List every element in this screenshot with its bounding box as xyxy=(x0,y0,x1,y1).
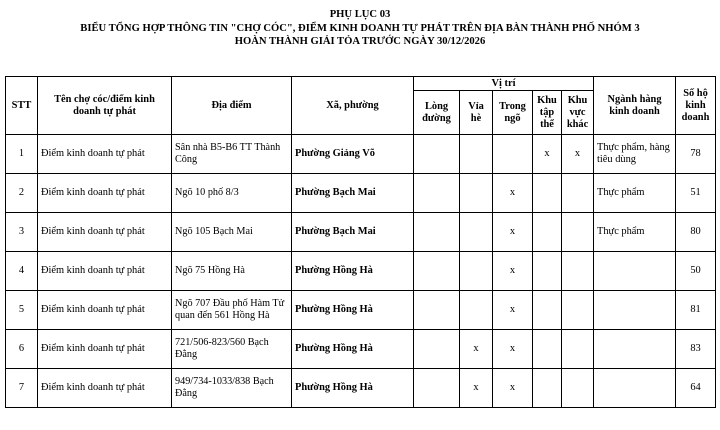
row-sidewalk-mark: x xyxy=(460,330,493,369)
table-row xyxy=(6,369,716,408)
row-other-area-mark xyxy=(562,174,594,213)
row-residential-mark xyxy=(533,252,562,291)
document-header xyxy=(0,8,720,49)
row-other-area-mark xyxy=(562,213,594,252)
row-households: 80 xyxy=(676,213,716,252)
header-ward: Xã, phường xyxy=(292,77,414,135)
table-row xyxy=(6,291,716,330)
table-row xyxy=(6,213,716,252)
row-sidewalk-mark xyxy=(460,174,493,213)
row-ward: Phường Hồng Hà xyxy=(292,330,414,369)
header-sector: Ngành hàng kinh doanh xyxy=(594,77,676,135)
row-stt: 6 xyxy=(6,330,38,369)
row-ward: Phường Hồng Hà xyxy=(292,252,414,291)
row-sidewalk-mark xyxy=(460,213,493,252)
row-sector: Thực phẩm, hàng tiêu dùng xyxy=(594,135,676,174)
header-residential: Khu tập thể xyxy=(533,91,562,135)
row-sidewalk-mark xyxy=(460,291,493,330)
row-ward: Phường Bạch Mai xyxy=(292,174,414,213)
row-ward: Phường Bạch Mai xyxy=(292,213,414,252)
row-alley-mark: x xyxy=(493,330,533,369)
row-households: 83 xyxy=(676,330,716,369)
row-other-area-mark xyxy=(562,252,594,291)
row-stt: 3 xyxy=(6,213,38,252)
row-roadway-mark xyxy=(414,291,460,330)
row-residential-mark xyxy=(533,174,562,213)
header-alley: Trong ngõ xyxy=(493,91,533,135)
row-households: 64 xyxy=(676,369,716,408)
row-name: Điểm kinh doanh tự phát xyxy=(38,291,172,330)
row-roadway-mark xyxy=(414,213,460,252)
row-address: Sân nhà B5-B6 TT Thành Công xyxy=(172,135,292,174)
row-name: Điểm kinh doanh tự phát xyxy=(38,213,172,252)
row-households: 78 xyxy=(676,135,716,174)
header-name: Tên chợ cóc/điểm kinh doanh tự phát xyxy=(38,77,172,135)
row-roadway-mark xyxy=(414,135,460,174)
table-row xyxy=(6,330,716,369)
row-address: Ngõ 707 Đầu phố Hàm Tử quan đến 561 Hồng Hà xyxy=(172,291,292,330)
row-other-area-mark xyxy=(562,369,594,408)
appendix-title: PHỤ LỤC 03 xyxy=(329,9,391,20)
table-row xyxy=(6,174,716,213)
row-other-area-mark xyxy=(562,330,594,369)
row-stt: 2 xyxy=(6,174,38,213)
row-ward: Phường Hồng Hà xyxy=(292,369,414,408)
row-sidewalk-mark xyxy=(460,252,493,291)
row-alley-mark: x xyxy=(493,291,533,330)
row-other-area-mark xyxy=(562,291,594,330)
row-households: 50 xyxy=(676,252,716,291)
market-table xyxy=(5,76,716,408)
row-name: Điểm kinh doanh tự phát xyxy=(38,135,172,174)
row-alley-mark: x xyxy=(493,213,533,252)
row-stt: 4 xyxy=(6,252,38,291)
row-address: Ngõ 105 Bạch Mai xyxy=(172,213,292,252)
row-sector xyxy=(594,252,676,291)
header-address: Địa điểm xyxy=(172,77,292,135)
document-title-line-1: BIỂU TỔNG HỢP THÔNG TIN "CHỢ CÓC", ĐIỂM KINH DOANH TỰ PHÁT TRÊN ĐỊA BÀN THÀNH PHỐ NHÓM 3 xyxy=(80,22,640,34)
row-sector xyxy=(594,369,676,408)
row-sector: Thực phẩm xyxy=(594,213,676,252)
row-ward: Phường Giảng Võ xyxy=(292,135,414,174)
row-name: Điểm kinh doanh tự phát xyxy=(38,369,172,408)
row-name: Điểm kinh doanh tự phát xyxy=(38,174,172,213)
row-alley-mark xyxy=(493,135,533,174)
row-roadway-mark xyxy=(414,252,460,291)
table-row xyxy=(6,252,716,291)
row-sector: Thực phẩm xyxy=(594,174,676,213)
row-residential-mark xyxy=(533,213,562,252)
header-position-group: Vị trí xyxy=(414,77,594,91)
row-alley-mark: x xyxy=(493,369,533,408)
row-other-area-mark: x xyxy=(562,135,594,174)
row-ward: Phường Hồng Hà xyxy=(292,291,414,330)
row-alley-mark: x xyxy=(493,252,533,291)
row-name: Điểm kinh doanh tự phát xyxy=(38,330,172,369)
document-title-line-2: HOÀN THÀNH GIẢI TỎA TRƯỚC NGÀY 30/12/2026 xyxy=(234,36,486,47)
row-stt: 5 xyxy=(6,291,38,330)
row-residential-mark xyxy=(533,330,562,369)
row-roadway-mark xyxy=(414,330,460,369)
header-stt: STT xyxy=(6,77,38,135)
row-name: Điểm kinh doanh tự phát xyxy=(38,252,172,291)
row-households: 81 xyxy=(676,291,716,330)
row-stt: 7 xyxy=(6,369,38,408)
row-address: 721/506-823/560 Bạch Đằng xyxy=(172,330,292,369)
header-households: Số hộ kinh doanh xyxy=(676,77,716,135)
row-residential-mark: x xyxy=(533,135,562,174)
row-alley-mark: x xyxy=(493,174,533,213)
header-roadway: Lòng đường xyxy=(414,91,460,135)
row-residential-mark xyxy=(533,291,562,330)
row-roadway-mark xyxy=(414,174,460,213)
row-sidewalk-mark xyxy=(460,135,493,174)
row-roadway-mark xyxy=(414,369,460,408)
row-sector xyxy=(594,291,676,330)
header-other-area: Khu vực khác xyxy=(562,91,594,135)
row-residential-mark xyxy=(533,369,562,408)
row-address: Ngõ 10 phố 8/3 xyxy=(172,174,292,213)
row-sector xyxy=(594,330,676,369)
row-households: 51 xyxy=(676,174,716,213)
header-sidewalk: Vỉa hè xyxy=(460,91,493,135)
row-sidewalk-mark: x xyxy=(460,369,493,408)
row-address: 949/734-1033/838 Bạch Đằng xyxy=(172,369,292,408)
row-stt: 1 xyxy=(6,135,38,174)
row-address: Ngõ 75 Hồng Hà xyxy=(172,252,292,291)
table-row xyxy=(6,135,716,174)
